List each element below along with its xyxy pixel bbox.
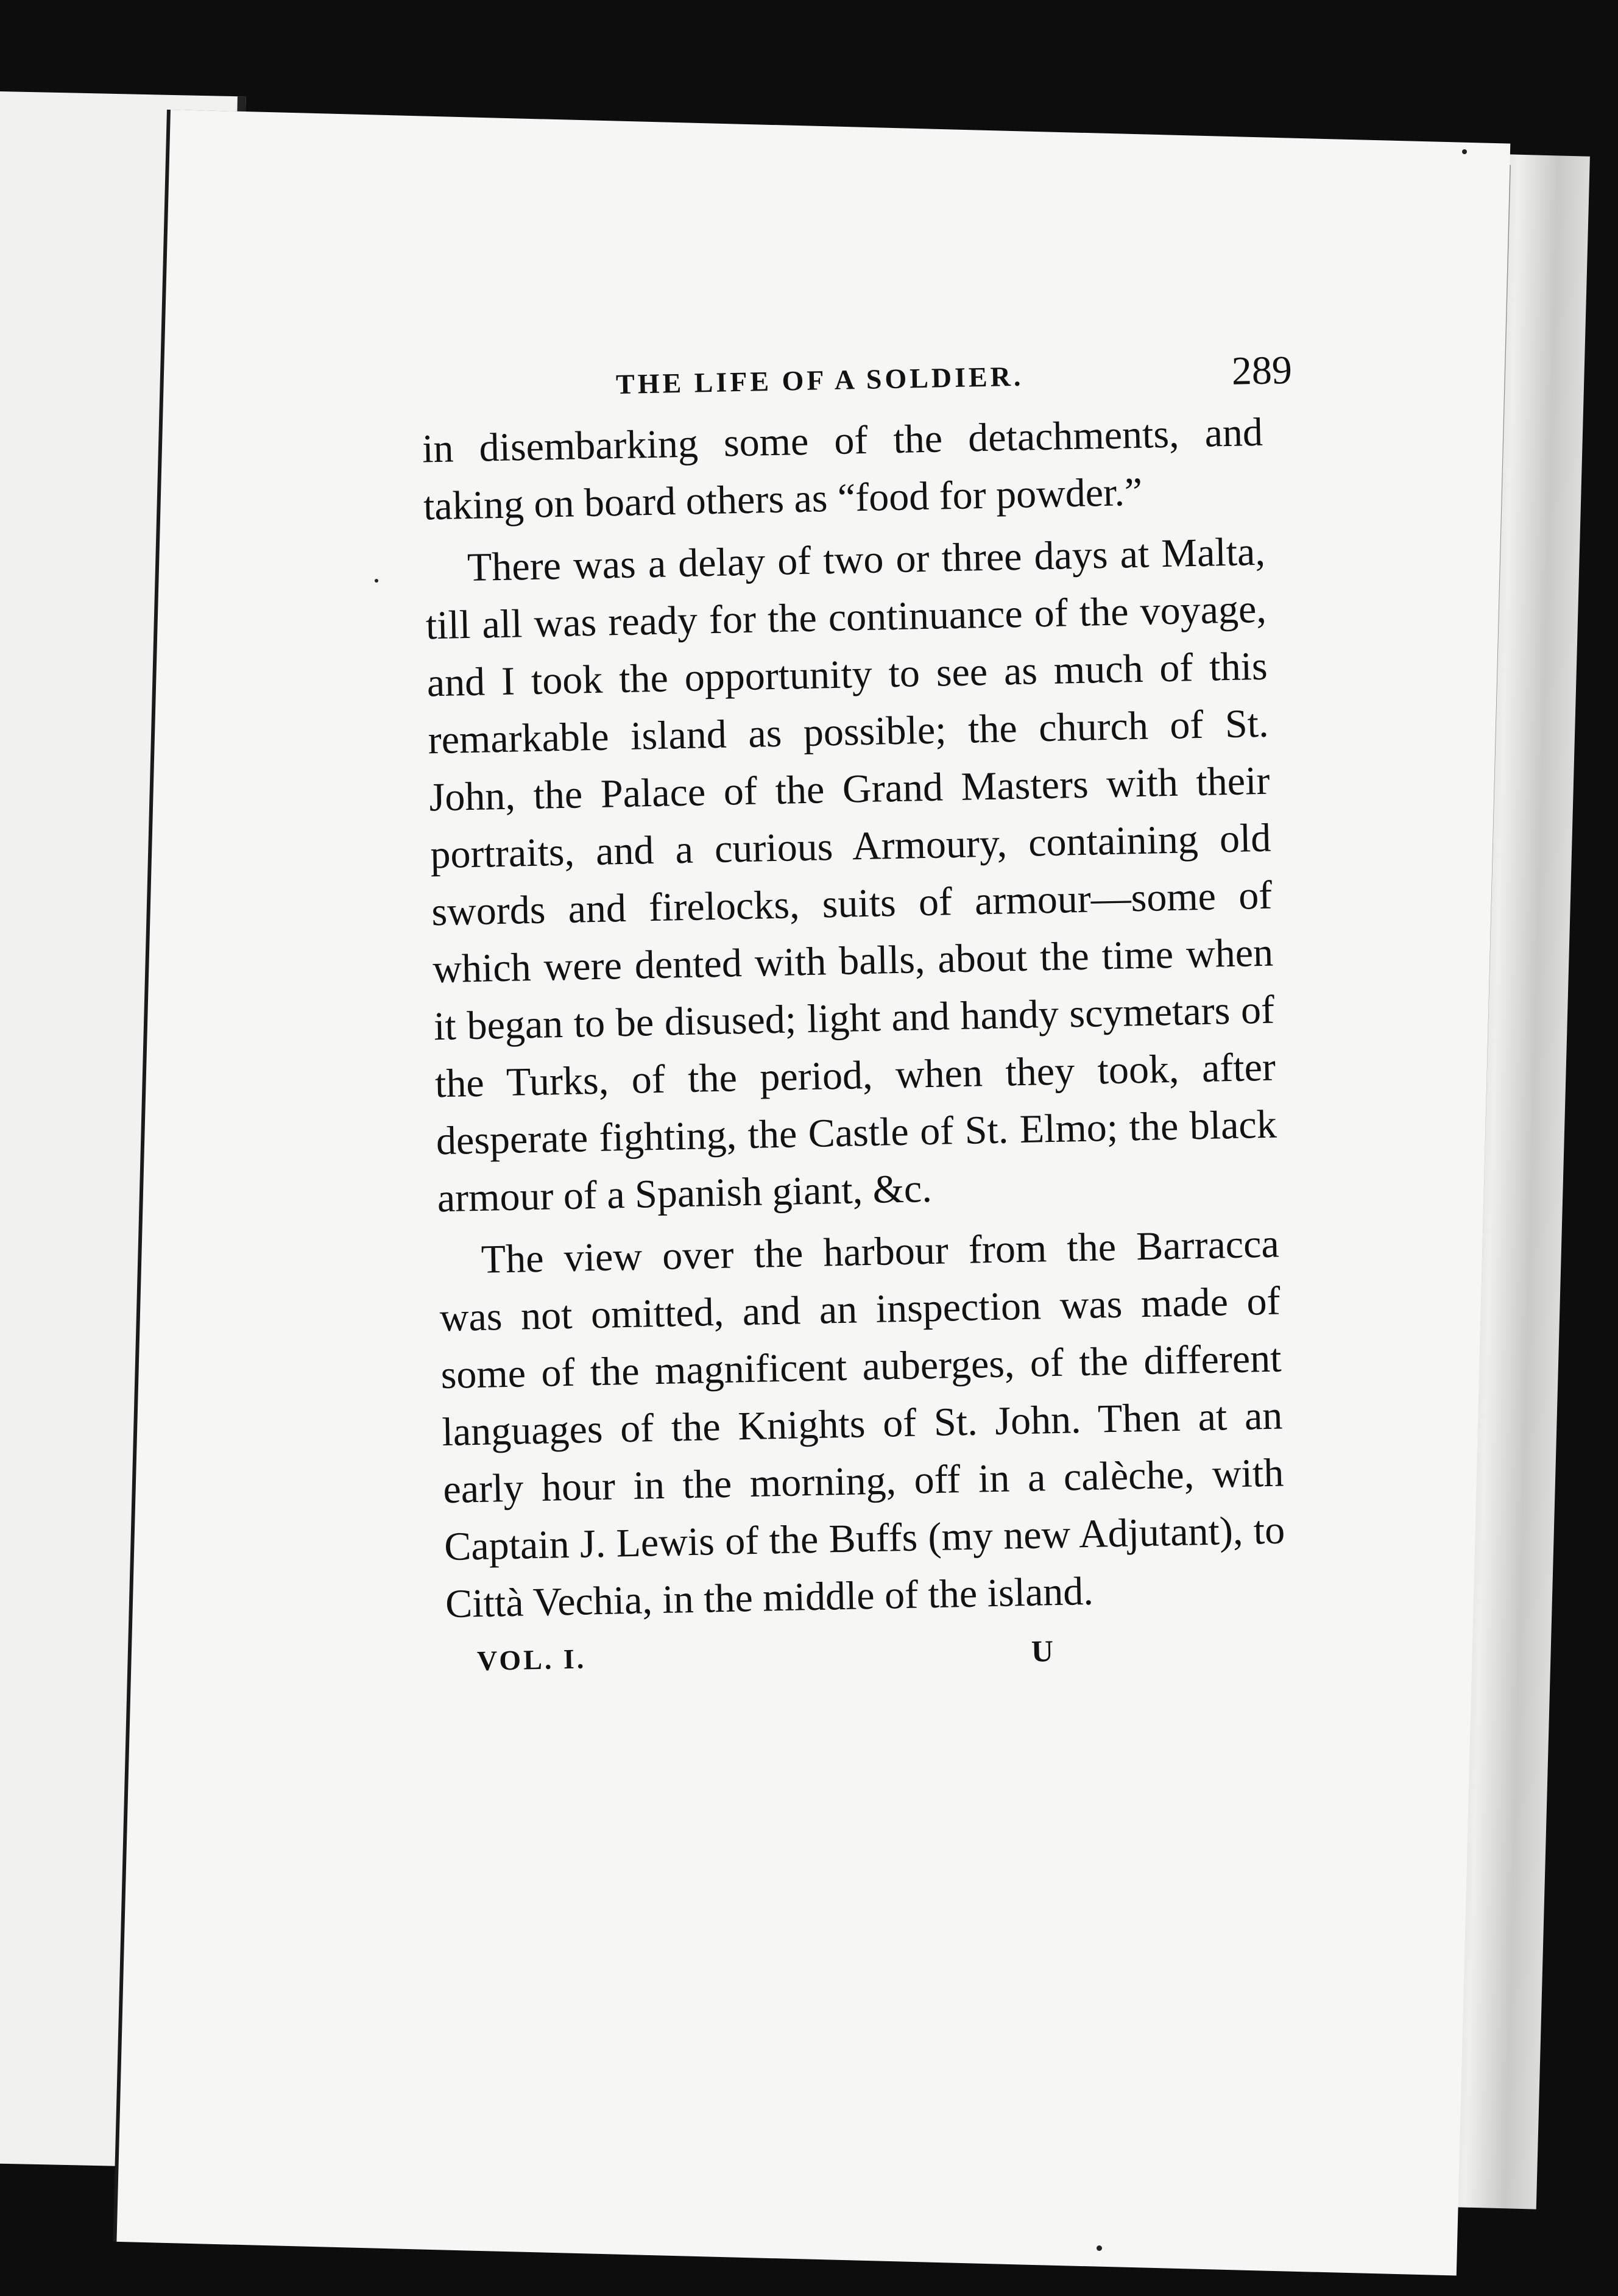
page-footer [446, 1622, 1288, 1694]
volume-mark: VOL. I. [476, 1643, 587, 1677]
scan-speck [375, 579, 378, 583]
paragraph: The view over the harbour from the Barracca was not omitted, and an inspection was made of some of the magnificent auberges, of the different languages of the Knights of St. John. Then at an early hour in the morning, off in a calèche, with Captain J. Lewis of the Buffs (my new Adjutant), to Città Vechia, in the middle of the island. [439, 1221, 1285, 1627]
running-head-title: THE LIFE OF A SOLDIER. [615, 360, 1024, 400]
page-content [420, 337, 1293, 1694]
body-text [422, 404, 1287, 1633]
signature-mark: U [1031, 1634, 1054, 1668]
scan-speck [1097, 2245, 1102, 2251]
page-number: 289 [1231, 347, 1293, 394]
paragraph: in disembarking some of the detachments, and taking on board others as “food for powder.” [422, 409, 1263, 529]
scan-speck [1462, 149, 1467, 154]
paragraph: There was a delay of two or three days at Malta, till all was ready for the continuance of the voyage, and I took the opportunity to see as much of this remarkable island as possible; the church of St. John, the Palace of the Grand Masters with their portraits, and a curious Armoury, containing old swords and firelocks, suits of armour—some of which were dented with balls, about the time when it began to be disused; light and handy scymetars of the Turks, of the period, when they took, after desperate fighting, the Castle of St. Elmo; the black armour of a Spanish giant, &c. [425, 529, 1277, 1221]
right-page [116, 110, 1510, 2276]
